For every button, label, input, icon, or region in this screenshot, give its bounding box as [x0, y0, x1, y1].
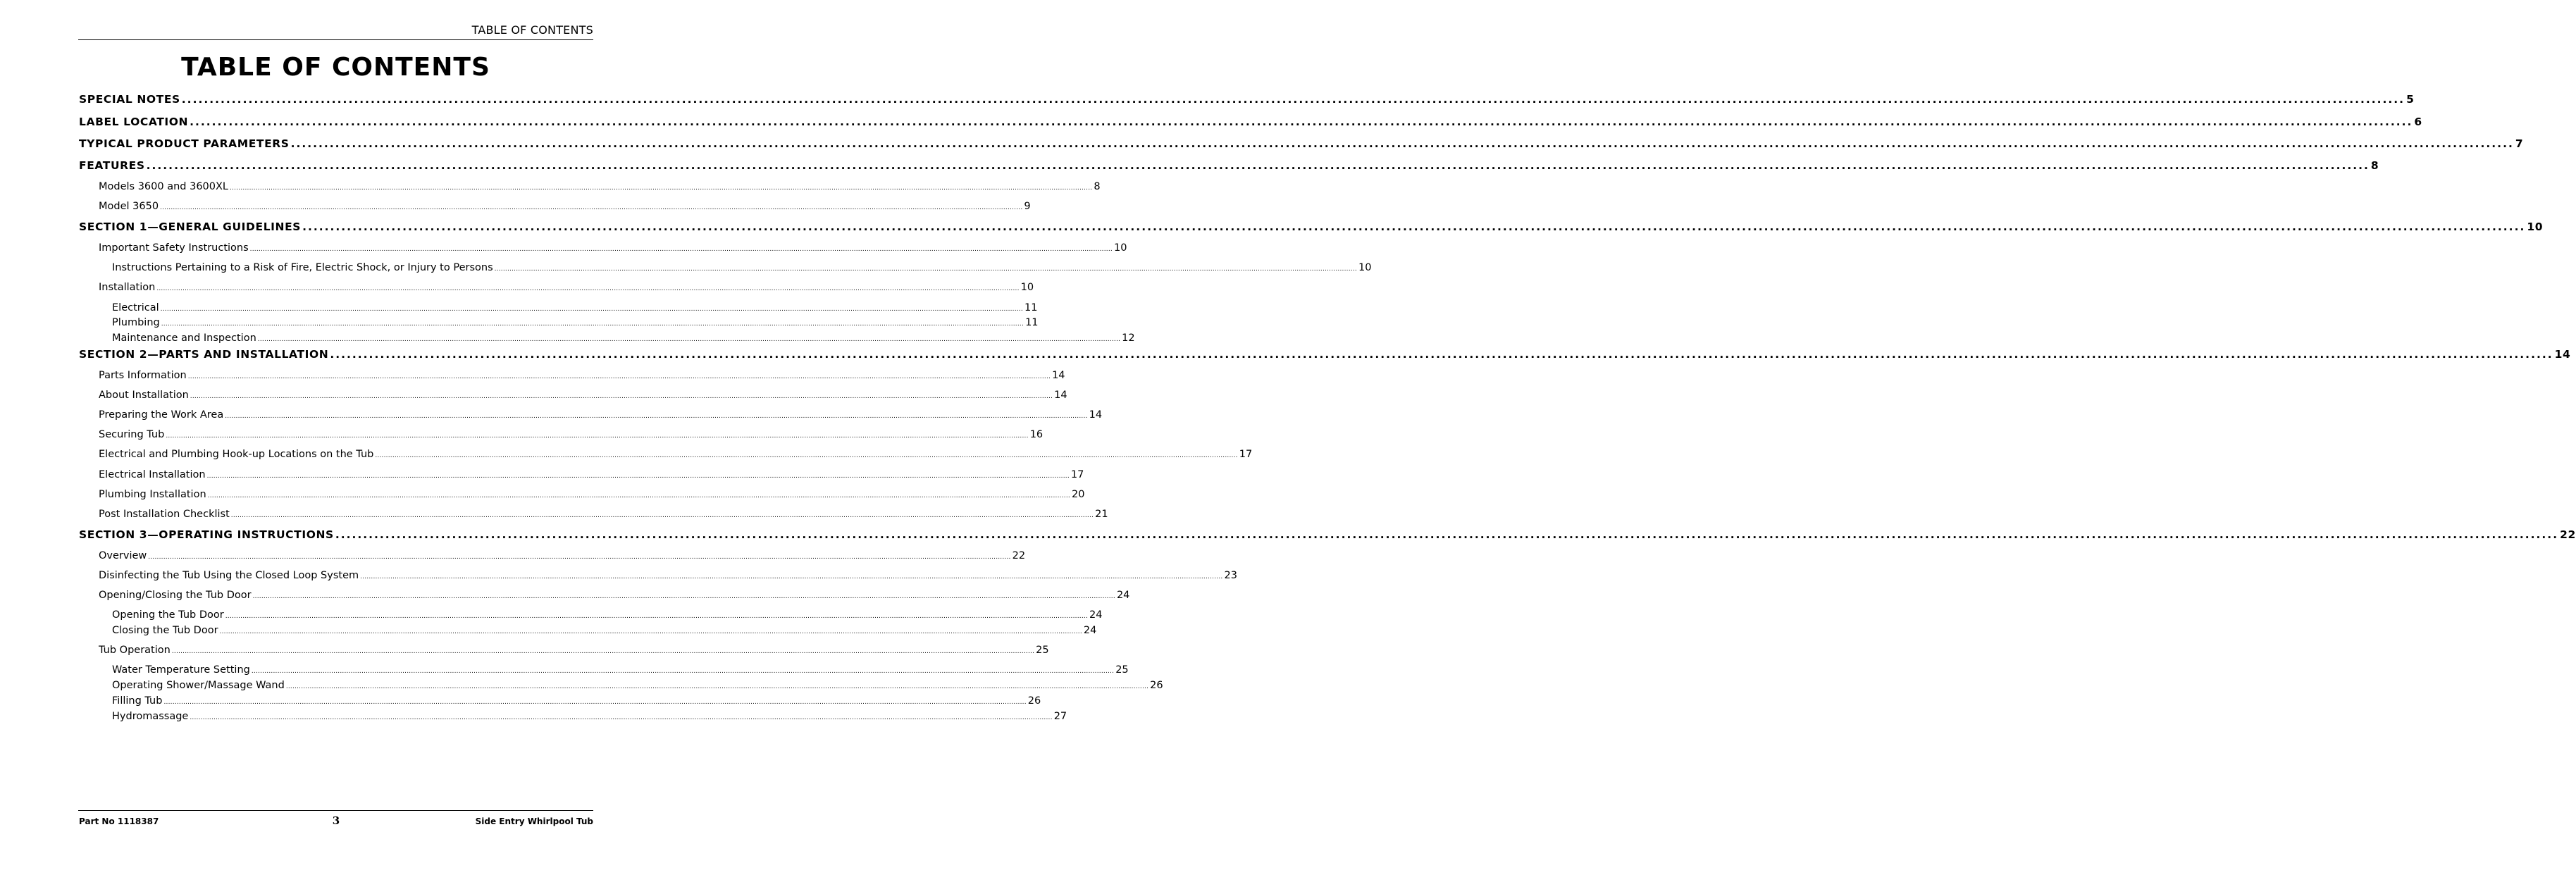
toc-dot-leader: ................................................................................................................................................................................................................................................................................................................................................................................................................ — [146, 159, 2370, 172]
toc-dot-leader: ................................................................................................................................................................................................................................................................................................................................................................................................................ — [290, 137, 2514, 150]
toc-entry-title: Disinfecting the Tub Using the Closed Loop System — [99, 570, 359, 581]
toc-entry-title: Plumbing Installation — [99, 489, 206, 500]
toc-dot-leader: ................................................................................................................................................................................................................................................................................................................................................................................................................ — [148, 554, 1011, 561]
toc-entry-page: 20 — [1071, 489, 1085, 500]
toc-entry — [99, 549, 1026, 564]
toc-entry-title: Overview — [99, 550, 147, 561]
toc-entry-page: 26 — [1027, 695, 1041, 707]
toc-entry-page: 11 — [1024, 302, 1038, 313]
toc-entry-page: 14 — [1054, 390, 1067, 401]
toc-entry — [99, 569, 1237, 584]
toc-dot-leader: ................................................................................................................................................................................................................................................................................................................................................................................................................ — [249, 246, 1113, 253]
toc-entry — [99, 508, 1108, 523]
running-header: TABLE OF CONTENTS — [471, 23, 593, 37]
toc-entry-page: 22 — [1012, 550, 1026, 561]
toc-entry-title: Water Temperature Setting — [112, 664, 250, 676]
toc-entry-page: 21 — [1095, 509, 1108, 520]
toc-entry-page: 17 — [1070, 469, 1084, 480]
toc-entry-page: 10 — [1358, 262, 1372, 273]
toc-entry-title: Parts Information — [99, 370, 187, 381]
toc-entry-page: 14 — [2554, 348, 2571, 361]
toc-entry — [112, 664, 1129, 678]
toc-dot-leader: ................................................................................................................................................................................................................................................................................................................................................................................................................ — [494, 266, 1357, 273]
toc-entry-title: LABEL LOCATION — [79, 116, 189, 128]
toc-entry-page: 25 — [1115, 664, 1129, 676]
toc-entry-page: 9 — [1024, 201, 1031, 212]
toc-entry-page: 22 — [2560, 528, 2576, 541]
toc-dot-leader: ................................................................................................................................................................................................................................................................................................................................................................................................................ — [190, 116, 2413, 128]
footer-part-number: Part No 1118387 — [79, 816, 159, 826]
toc-entry — [99, 389, 1067, 404]
toc-dot-leader: ................................................................................................................................................................................................................................................................................................................................................................................................................ — [330, 348, 2553, 361]
toc-entry-page: 12 — [1122, 333, 1135, 344]
toc-entry-page: 23 — [1224, 570, 1237, 581]
footer-rule — [78, 810, 593, 811]
toc-entry-title: Important Safety Instructions — [99, 242, 249, 254]
toc-dot-leader: ................................................................................................................................................................................................................................................................................................................................................................................................................ — [187, 373, 1051, 380]
toc-entry-title: FEATURES — [79, 159, 145, 172]
toc-dot-leader: ................................................................................................................................................................................................................................................................................................................................................................................................................ — [166, 433, 1029, 440]
toc-entry — [112, 679, 1163, 694]
toc-entry — [99, 428, 1044, 443]
toc-entry — [99, 644, 1049, 659]
toc-entry-title: Hydromassage — [112, 711, 189, 722]
toc-dot-leader: ................................................................................................................................................................................................................................................................................................................................................................................................................ — [257, 336, 1121, 343]
toc-dot-leader: ................................................................................................................................................................................................................................................................................................................................................................................................................ — [206, 473, 1070, 480]
toc-entry-page: 11 — [1025, 317, 1039, 328]
toc-entry-title: Closing the Tub Door — [112, 625, 218, 636]
toc-entry — [99, 200, 1031, 215]
toc-section-entry — [79, 137, 2524, 151]
toc-entry — [99, 242, 1127, 256]
toc-entry-title: Securing Tub — [99, 429, 165, 440]
toc-entry — [99, 488, 1085, 503]
toc-dot-leader: ................................................................................................................................................................................................................................................................................................................................................................................................................ — [230, 185, 1093, 192]
toc-entry-page: 8 — [1094, 181, 1101, 192]
toc-dot-leader: ................................................................................................................................................................................................................................................................................................................................................................................................................ — [251, 668, 1115, 675]
toc-entry-page: 10 — [2527, 220, 2544, 233]
toc-dot-leader: ................................................................................................................................................................................................................................................................................................................................................................................................................ — [252, 593, 1115, 600]
toc-entry-page: 10 — [1114, 242, 1127, 254]
toc-entry-title: About Installation — [99, 390, 189, 401]
toc-entry — [112, 695, 1041, 709]
toc-section-entry — [79, 528, 2576, 542]
toc-dot-leader: ................................................................................................................................................................................................................................................................................................................................................................................................................ — [219, 628, 1082, 635]
toc-entry — [112, 302, 1038, 316]
toc-entry-title: Filling Tub — [112, 695, 163, 707]
toc-entry — [99, 180, 1101, 195]
toc-entry-title: Model 3650 — [99, 201, 159, 212]
footer-product-name: Side Entry Whirlpool Tub — [475, 816, 593, 826]
toc-entry — [112, 261, 1372, 276]
toc-entry-title: Opening the Tub Door — [112, 609, 224, 621]
toc-entry-title: Electrical Installation — [99, 469, 206, 480]
toc-entry — [112, 316, 1039, 331]
toc-entry — [99, 281, 1034, 296]
toc-entry-title: Opening/Closing the Tub Door — [99, 590, 252, 601]
toc-entry-title: Tub Operation — [99, 645, 171, 656]
toc-dot-leader: ................................................................................................................................................................................................................................................................................................................................................................................................................ — [302, 220, 2526, 233]
toc-entry-title: Operating Shower/Massage Wand — [112, 680, 285, 691]
toc-entry-page: 17 — [1239, 449, 1253, 460]
toc-dot-leader: ................................................................................................................................................................................................................................................................................................................................................................................................................ — [156, 285, 1020, 292]
toc-entry-page: 24 — [1089, 609, 1103, 621]
toc-entry-title: Electrical — [112, 302, 159, 313]
toc-entry-page: 16 — [1029, 429, 1044, 440]
toc-entry-title: Post Installation Checklist — [99, 509, 230, 520]
toc-entry — [99, 409, 1103, 423]
page-title: TABLE OF CONTENTS — [181, 53, 490, 82]
toc-dot-leader: ................................................................................................................................................................................................................................................................................................................................................................................................................ — [225, 413, 1088, 420]
toc-entry-page: 8 — [2370, 159, 2379, 172]
toc-section-entry — [79, 347, 2571, 361]
toc-entry-page: 6 — [2414, 116, 2422, 128]
toc-dot-leader: ................................................................................................................................................................................................................................................................................................................................................................................................................ — [230, 512, 1094, 519]
toc-entry — [99, 369, 1065, 384]
toc-dot-leader: ................................................................................................................................................................................................................................................................................................................................................................................................................ — [335, 528, 2559, 541]
toc-entry-page: 27 — [1053, 711, 1067, 722]
toc-entry-title: SECTION 2—PARTS AND INSTALLATION — [79, 348, 329, 361]
toc-dot-leader: ................................................................................................................................................................................................................................................................................................................................................................................................................ — [360, 573, 1223, 580]
toc-entry-page: 14 — [1089, 409, 1103, 421]
toc-entry-page: 10 — [1020, 282, 1034, 293]
toc-dot-leader: ................................................................................................................................................................................................................................................................................................................................................................................................................ — [160, 204, 1023, 211]
toc-entry-title: SECTION 1—GENERAL GUIDELINES — [79, 220, 302, 233]
toc-entry-title: Maintenance and Inspection — [112, 333, 256, 344]
toc-entry-title: SPECIAL NOTES — [79, 93, 180, 106]
toc-entry — [112, 624, 1097, 639]
toc-entry-page: 25 — [1036, 645, 1049, 656]
toc-dot-leader: ................................................................................................................................................................................................................................................................................................................................................................................................................ — [207, 492, 1070, 499]
toc-entry-title: Instructions Pertaining to a Risk of Fire, Electric Shock, or Injury to Persons — [112, 262, 493, 273]
toc-entry-title: Installation — [99, 282, 156, 293]
toc-section-entry — [79, 92, 2415, 106]
toc-entry — [99, 468, 1084, 483]
toc-entry-page: 24 — [1083, 625, 1097, 636]
toc-entry-page: 14 — [1052, 370, 1065, 381]
toc-entry — [112, 332, 1135, 347]
toc-section-entry — [79, 220, 2544, 234]
toc-entry — [112, 710, 1067, 725]
toc-dot-leader: ................................................................................................................................................................................................................................................................................................................................................................................................................ — [285, 683, 1149, 690]
toc-section-entry — [79, 159, 2379, 173]
toc-entry-title: Plumbing — [112, 317, 160, 328]
toc-entry-title: Models 3600 and 3600XL — [99, 181, 229, 192]
toc-entry-page: 5 — [2406, 93, 2415, 106]
toc-dot-leader: ................................................................................................................................................................................................................................................................................................................................................................................................................ — [190, 714, 1053, 721]
toc-entry — [99, 589, 1130, 604]
footer-page-number: 3 — [332, 814, 340, 827]
toc-dot-leader: ................................................................................................................................................................................................................................................................................................................................................................................................................ — [375, 452, 1238, 459]
toc-entry — [99, 448, 1253, 463]
toc-entry-page: 26 — [1150, 680, 1163, 691]
toc-dot-leader: ................................................................................................................................................................................................................................................................................................................................................................................................................ — [190, 393, 1053, 400]
toc-dot-leader: ................................................................................................................................................................................................................................................................................................................................................................................................................ — [161, 321, 1024, 328]
toc-entry — [112, 609, 1103, 623]
toc-dot-leader: ................................................................................................................................................................................................................................................................................................................................................................................................................ — [160, 306, 1023, 313]
toc-entry-title: SECTION 3—OPERATING INSTRUCTIONS — [79, 528, 334, 541]
toc-dot-leader: ................................................................................................................................................................................................................................................................................................................................................................................................................ — [181, 93, 2405, 106]
toc-entry-page: 24 — [1116, 590, 1130, 601]
toc-entry-page: 7 — [2515, 137, 2524, 150]
toc-dot-leader: ................................................................................................................................................................................................................................................................................................................................................................................................................ — [163, 699, 1027, 706]
toc-dot-leader: ................................................................................................................................................................................................................................................................................................................................................................................................................ — [225, 613, 1089, 620]
toc-section-entry — [79, 115, 2422, 129]
toc-dot-leader: ................................................................................................................................................................................................................................................................................................................................................................................................................ — [171, 648, 1035, 655]
toc-entry-title: Preparing the Work Area — [99, 409, 224, 421]
toc-entry-title: Electrical and Plumbing Hook-up Locations on the Tub — [99, 449, 374, 460]
toc-entry-title: TYPICAL PRODUCT PARAMETERS — [79, 137, 290, 150]
